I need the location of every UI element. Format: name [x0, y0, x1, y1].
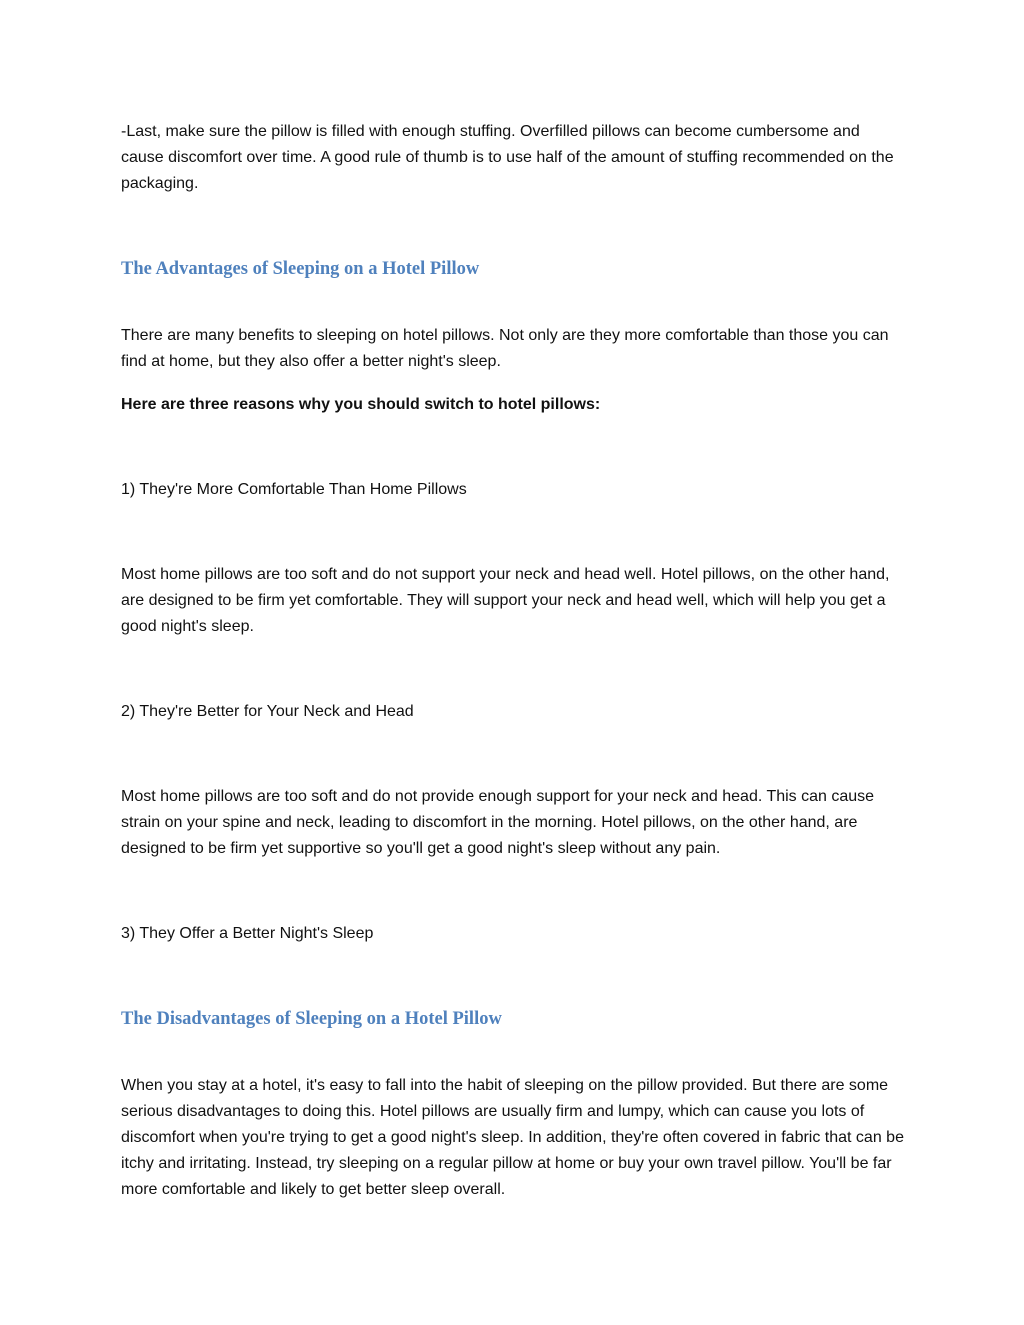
paragraph-disadvantages: When you stay at a hotel, it's easy to fall into the habit of sleeping on the pillow provided. But there are some serious disadvantages to doing this. Hotel pillows are usually firm and lumpy, which can cause you lots of discomfort when you're trying to get a good night's sleep. In addition, they're often covered in fabric that can be itchy and irritating. Instead, try sleeping on a regular pillow at home or buy your own travel pillow. You'll be far more comfortable and likely to get better sleep overall.: [121, 1077, 904, 1198]
reasons-intro: Here are three reasons why you should switch to hotel pillows:: [121, 396, 601, 413]
reason-3-title: 3) They Offer a Better Night's Sleep: [121, 925, 374, 942]
heading-advantages: The Advantages of Sleeping on a Hotel Pillow: [121, 259, 480, 279]
reason-2-title: 2) They're Better for Your Neck and Head: [121, 703, 414, 720]
reason-2-text: Most home pillows are too soft and do not provide enough support for your neck and head. This can cause strain on your spine and neck, leading to discomfort in the morning. Hotel pillows, on the other hand, are designed to be firm yet supportive so you'll get a good night's sleep without any pain.: [121, 788, 875, 857]
reason-1-text: Most home pillows are too soft and do not support your neck and head well. Hotel pillows, on the other hand, are designed to be firm yet comfortable. They will support your neck and head well, which will help you get a good night's sleep.: [121, 566, 890, 635]
paragraph-stuffing-tip: -Last, make sure the pillow is filled with enough stuffing. Overfilled pillows can become cumbersome and cause discomfort over time. A good rule of thumb is to use half of the amount of stuffing recommended on the packaging.: [121, 123, 894, 192]
paragraph-benefits: There are many benefits to sleeping on hotel pillows. Not only are they more comfortable than those you can find at home, but they also offer a better night's sleep.: [121, 327, 889, 370]
reason-1-title: 1) They're More Comfortable Than Home Pillows: [121, 481, 467, 498]
heading-disadvantages: The Disadvantages of Sleeping on a Hotel Pillow: [121, 1009, 502, 1029]
